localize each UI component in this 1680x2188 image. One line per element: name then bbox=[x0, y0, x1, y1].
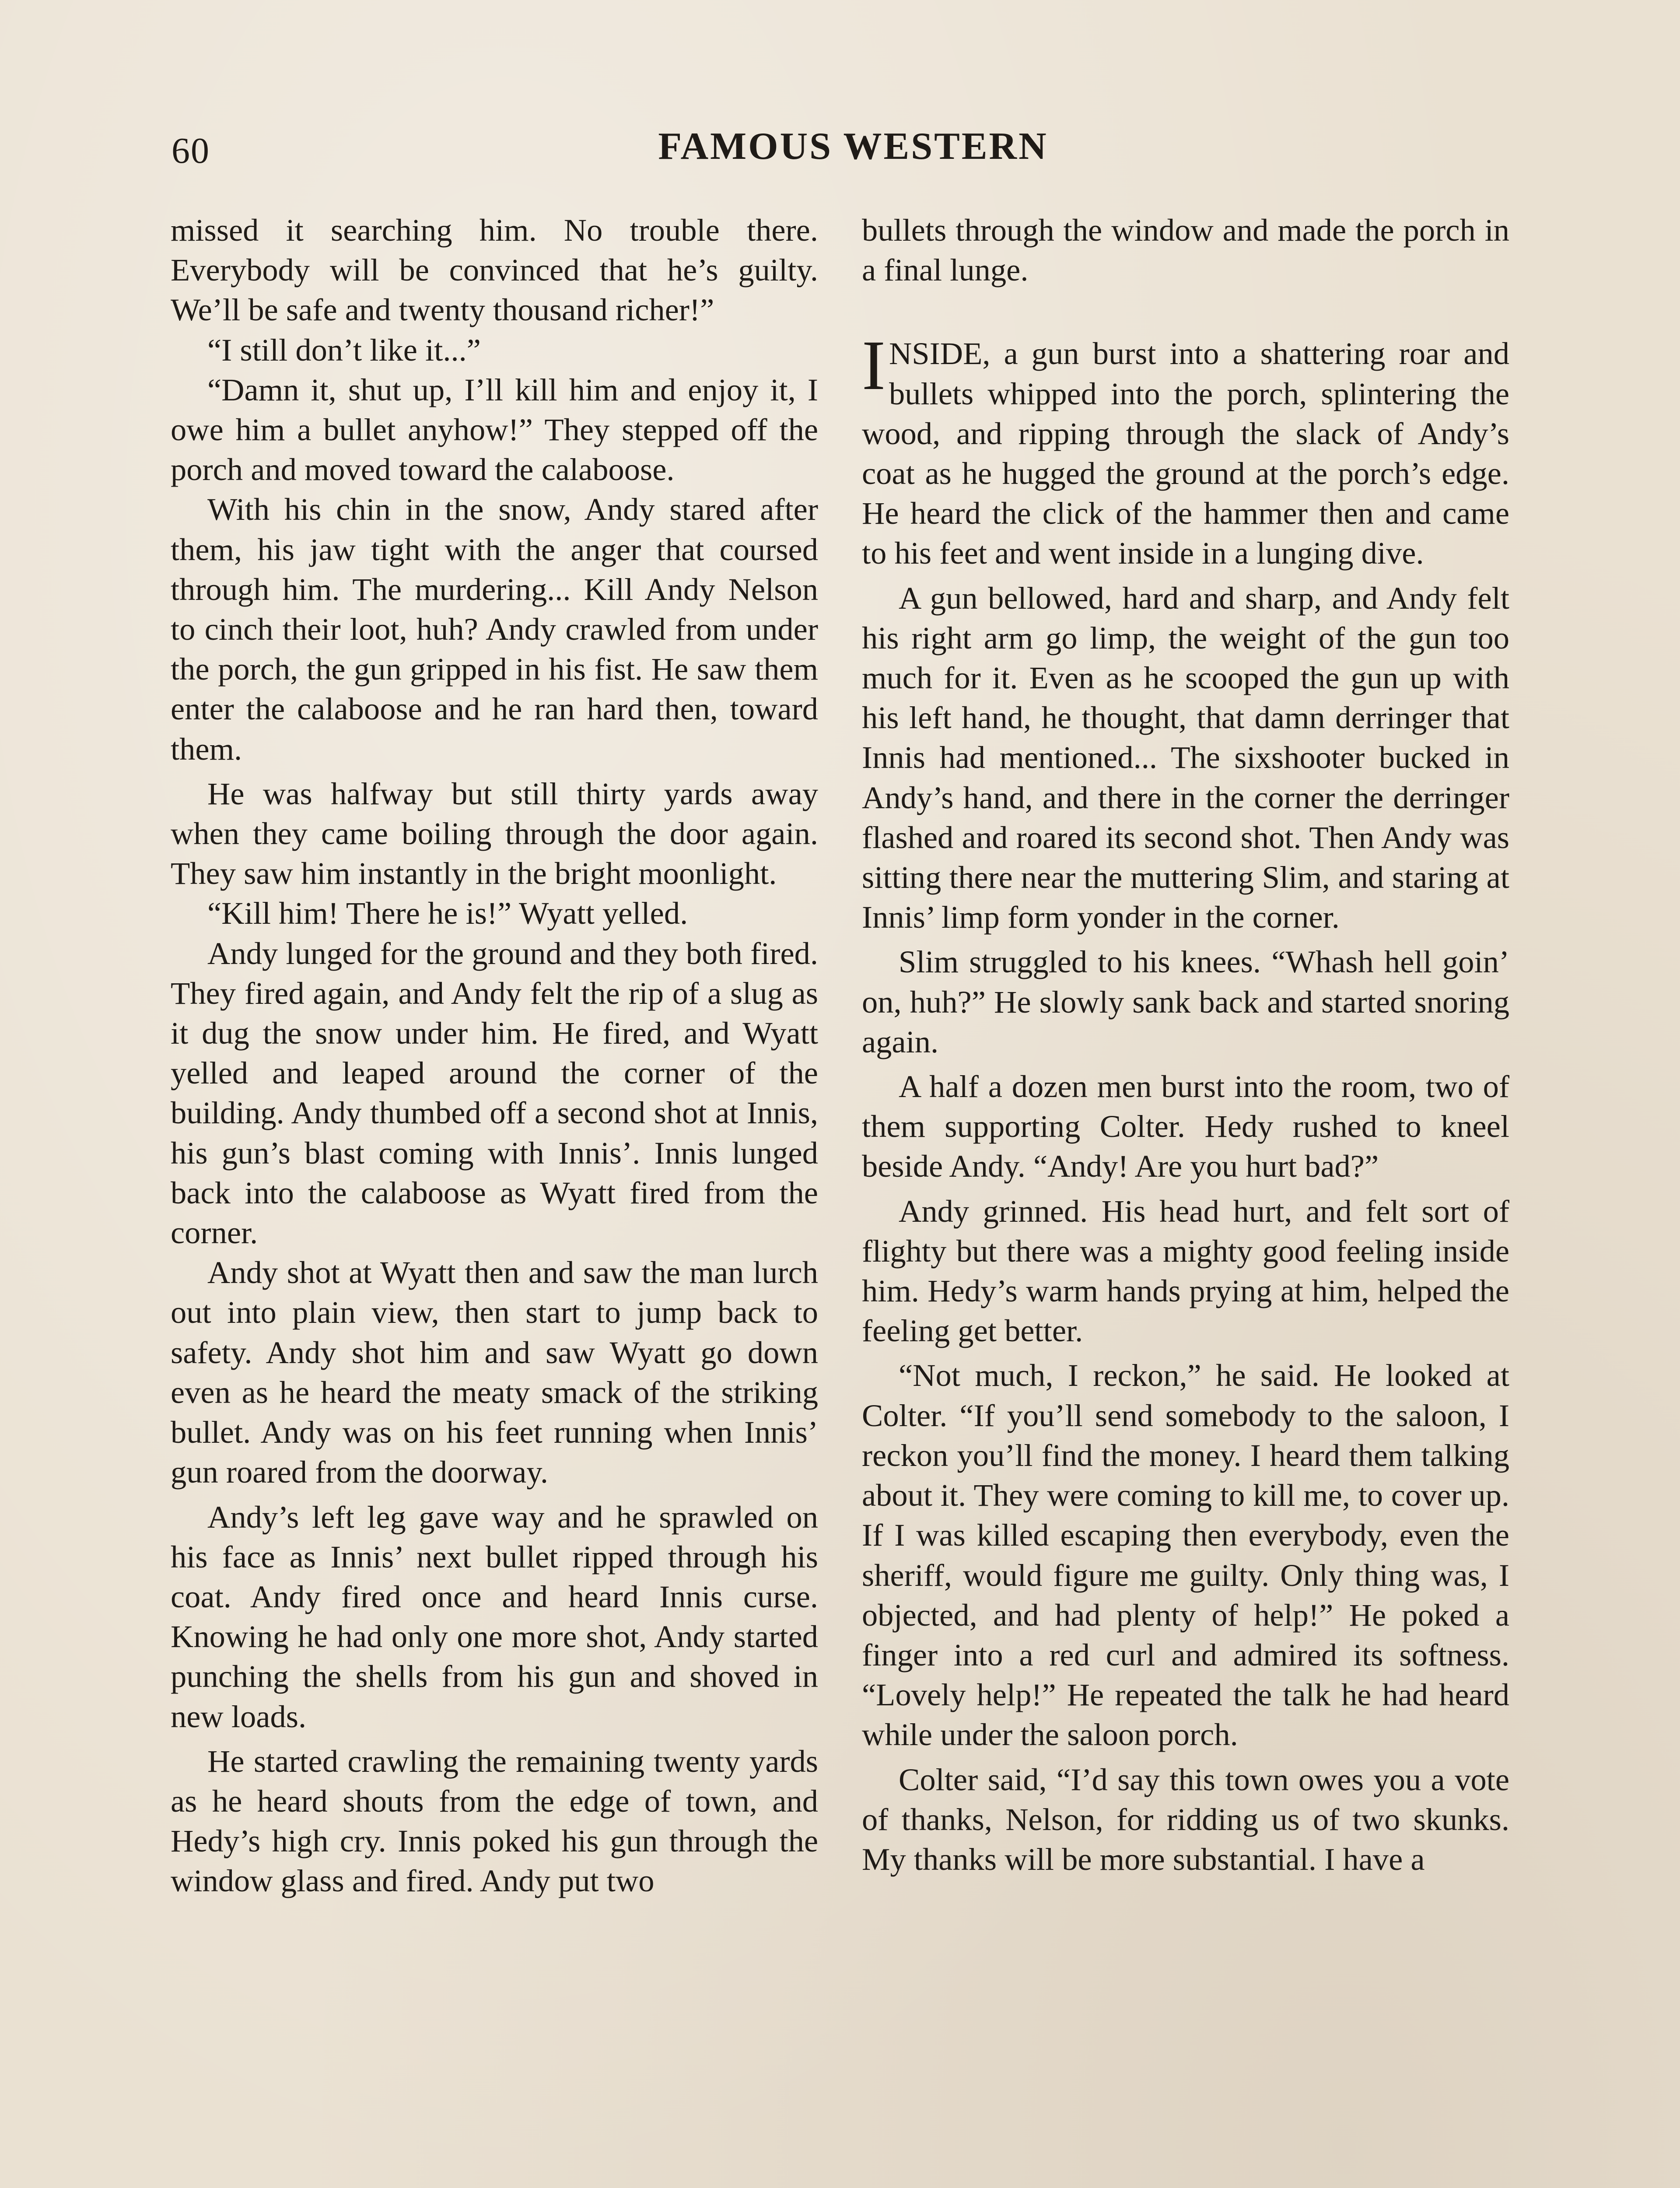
left-column bbox=[171, 210, 818, 1901]
paragraph: A gun bellowed, hard and sharp, and Andy felt his right arm go limp, the weight of the gun too much for it. Even as he scooped the gun up with his left hand, he thought, that damn derringer that Innis had mentioned... The sixshooter bucked in Andy’s hand, and there in the corner the derringer flashed and roared its second shot. Then Andy was sitting there near the muttering Slim, and staring at Innis’ limp form yonder in the corner. bbox=[862, 580, 1509, 935]
paragraph: “Damn it, shut up, I’ll kill him and enjoy it, I owe him a bullet anyhow!” They stepped off the porch and moved toward the calaboose. bbox=[171, 372, 818, 487]
paragraph: Andy lunged for the ground and they both fired. They fired again, and Andy felt the rip of a slug as it dug the snow under him. He fired, and Wyatt yelled and leaped around the corner of the building. Andy thumbed off a second shot at Innis, his gun’s blast coming with Innis’. Innis lunged back into the calaboose as Wyatt fired from the corner. bbox=[171, 935, 818, 1251]
section-opening-paragraph: INSIDE, a gun burst into a shattering roar and bullets whipped into the porch, splintering the wood, and ripping through the slack of Andy’s coat as he hugged the ground at the porch’s edge. He heard the click of the hammer then and came to his feet and went inside in a lunging dive. bbox=[862, 326, 1509, 571]
page-header bbox=[0, 118, 1680, 184]
paragraph: Andy’s left leg gave way and he sprawled on his face as Innis’ next bullet ripped through his coat. Andy fired once and heard Innis curse. Knowing he had only one more shot, Andy started punching the shells from his gun and shoved in new loads. bbox=[171, 1499, 818, 1734]
paragraph: “I still don’t like it...” bbox=[207, 332, 481, 368]
paragraph: Slim struggled to his knees. “Whash hell goin’ on, huh?” He slowly sank back and started snoring again. bbox=[862, 944, 1509, 1059]
paragraph: Andy grinned. His head hurt, and felt sort of flighty but there was a mighty good feeling inside him. Hedy’s warm hands prying at him, helped the feeling get better. bbox=[862, 1193, 1509, 1349]
running-title: FAMOUS WESTERN bbox=[658, 125, 1048, 168]
paragraph: With his chin in the snow, Andy stared after them, his jaw tight with the anger that coursed through him. The murdering... Kill Andy Nelson to cinch their loot, huh? Andy crawled from under the porch, the gun gripped in his fist. He saw them enter the calaboose and he ran hard then, toward them. bbox=[171, 491, 818, 767]
paragraph: “Not much, I reckon,” he said. He looked at Colter. “If you’ll send somebody to the saloon, I reckon you’ll find the money. I heard them talking about it. They were coming to kill me, to cover up. If I was killed escaping then everybody, even the sheriff, would figure me guilty. Only thing was, I objected, and had plenty of help!” He poked a finger into a red curl and admired its softness. “Lovely help!” He repeated the talk he had heard while under the saloon porch. bbox=[862, 1357, 1509, 1753]
paragraph: He was halfway but still thirty yards away when they came boiling through the door again. They saw him instantly in the bright moonlight. bbox=[171, 775, 818, 891]
paragraph: bullets through the window and made the porch in a final lunge. bbox=[862, 212, 1509, 288]
right-column bbox=[862, 210, 1509, 1879]
paragraph: missed it searching him. No trouble there. Everybody will be convinced that he’s guilty. We’ll be safe and twenty thousand richer!” bbox=[171, 212, 818, 328]
page-number: 60 bbox=[172, 130, 210, 171]
paragraph: Andy shot at Wyatt then and saw the man lurch out into plain view, then start to jump back to safety. Andy shot him and saw Wyatt go down even as he heard the meaty smack of the striking bullet. Andy was on his feet running when Innis’ gun roared from the doorway. bbox=[171, 1255, 818, 1490]
paragraph: A half a dozen men burst into the room, two of them supporting Colter. Hedy rushed to kneel beside Andy. “Andy! Are you hurt bad?” bbox=[862, 1069, 1509, 1184]
paragraph: “Kill him! There he is!” Wyatt yelled. bbox=[207, 895, 688, 931]
paragraph: He started crawling the remaining twenty yards as he heard shouts from the edge of town, and Hedy’s high cry. Innis poked his gun through the window glass and fired. Andy put two bbox=[171, 1743, 818, 1899]
paragraph: Colter said, “I’d say this town owes you a vote of thanks, Nelson, for ridding us of two skunks. My thanks will be more substantial. I have a bbox=[862, 1761, 1509, 1877]
